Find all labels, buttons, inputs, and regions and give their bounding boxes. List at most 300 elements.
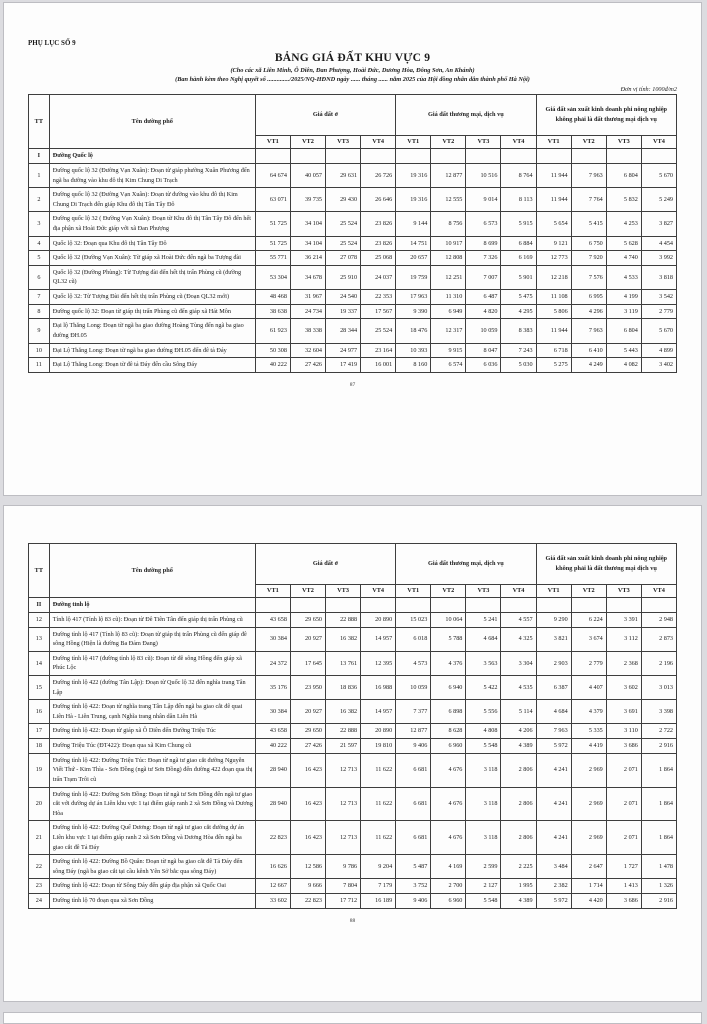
price-value: 3 674	[571, 627, 606, 651]
price-value: 2 647	[571, 855, 606, 879]
price-value: 10 393	[396, 343, 431, 358]
price-value: 7 243	[501, 343, 536, 358]
price-value: 2 916	[641, 894, 676, 909]
price-value: 4 169	[431, 855, 466, 879]
price-value: 34 104	[290, 236, 325, 251]
price-value: 12 395	[361, 651, 396, 675]
col-header-vt2: VT2	[431, 136, 466, 149]
price-value: 16 001	[361, 358, 396, 373]
price-value: 7 007	[466, 265, 501, 289]
price-value: 4 389	[501, 739, 536, 754]
price-value: 4 684	[466, 627, 501, 651]
price-value: 3 391	[606, 613, 641, 628]
col-header-vt1: VT1	[255, 585, 290, 598]
price-value: 4 573	[396, 651, 431, 675]
price-value: 8 160	[396, 358, 431, 373]
price-value: 2 225	[501, 855, 536, 879]
col-group-residential: Giá đất ở	[255, 95, 395, 136]
col-header-vt3: VT3	[326, 585, 361, 598]
price-value: 2 071	[606, 787, 641, 821]
price-value: 2 722	[641, 724, 676, 739]
price-value: 36 214	[290, 251, 325, 266]
row-number: 18	[29, 739, 50, 754]
page-number: 88	[349, 917, 356, 924]
price-value: 5 628	[606, 236, 641, 251]
price-value: 34 104	[290, 212, 325, 236]
price-value: 12 713	[326, 753, 361, 787]
section-number: II	[29, 598, 50, 613]
price-value: 3 563	[466, 651, 501, 675]
price-value: 24 037	[361, 265, 396, 289]
price-value: 8 756	[431, 212, 466, 236]
price-value: 4 533	[606, 265, 641, 289]
table-row	[29, 613, 677, 628]
page-2	[3, 505, 702, 1002]
price-value: 2 916	[641, 739, 676, 754]
price-value: 22 353	[361, 290, 396, 305]
row-number: 13	[29, 627, 50, 651]
col-header-vt2: VT2	[290, 136, 325, 149]
price-value: 11 310	[431, 290, 466, 305]
price-value: 4 454	[641, 236, 676, 251]
price-value: 16 423	[290, 821, 325, 855]
price-value: 23 164	[361, 343, 396, 358]
col-header-vt4: VT4	[641, 585, 676, 598]
price-value: 61 923	[255, 319, 290, 343]
price-value: 6 884	[501, 236, 536, 251]
price-value: 11 622	[361, 821, 396, 855]
page-title: BẢNG GIÁ ĐẤT KHU VỰC 9	[274, 52, 431, 64]
price-value: 5 972	[536, 894, 571, 909]
price-value: 4 676	[431, 821, 466, 855]
price-value: 29 650	[290, 613, 325, 628]
section-empty-cell	[290, 149, 325, 164]
col-header-vt3: VT3	[606, 585, 641, 598]
price-value: 12 773	[536, 251, 571, 266]
price-value: 17 645	[290, 651, 325, 675]
price-value: 31 967	[290, 290, 325, 305]
street-name: Quốc lộ 32: Đoạn qua Khu đô thị Tân Tây Đô	[49, 236, 255, 251]
price-value: 3 110	[606, 724, 641, 739]
price-value: 22 823	[290, 894, 325, 909]
col-group-residential: Giá đất ở	[255, 544, 395, 585]
street-name: Đường tỉnh lộ 422: Đường Quế Dương: Đoạn từ ngã tư giao cắt đường dự án Liên khu vực 1 tại điểm giáp ranh 2 xã Sơn Đồng và Dương Hòa đến ngã ba giao cắt đê Tả Đáy	[49, 821, 255, 855]
price-value: 6 940	[431, 676, 466, 700]
subtitle-communes: (Cho các xã Liên Minh, Ô Diên, Đan Phượng, Hoài Đức, Dương Hòa, Đông Sơn, An Khánh)	[230, 66, 475, 74]
price-value: 6 960	[431, 739, 466, 754]
price-value: 6 949	[431, 304, 466, 319]
row-number: 19	[29, 753, 50, 787]
row-number: 15	[29, 676, 50, 700]
price-value: 2 806	[501, 787, 536, 821]
row-number: 9	[29, 319, 50, 343]
table-row	[29, 739, 677, 754]
price-value: 1 714	[571, 879, 606, 894]
price-value: 27 426	[290, 358, 325, 373]
section-empty-cell	[536, 598, 571, 613]
price-value: 11 944	[536, 188, 571, 212]
price-value: 6 169	[501, 251, 536, 266]
price-value: 20 657	[396, 251, 431, 266]
price-value: 32 604	[290, 343, 325, 358]
price-value: 6 804	[606, 164, 641, 188]
table-row	[29, 724, 677, 739]
price-value: 38 338	[290, 319, 325, 343]
price-value: 9 204	[361, 855, 396, 879]
price-value: 8 764	[501, 164, 536, 188]
price-value: 15 023	[396, 613, 431, 628]
price-value: 4 820	[466, 304, 501, 319]
price-value: 43 658	[255, 613, 290, 628]
price-value: 29 631	[326, 164, 361, 188]
section-empty-cell	[641, 149, 676, 164]
price-value: 7 377	[396, 700, 431, 724]
price-value: 7 576	[571, 265, 606, 289]
price-value: 12 808	[431, 251, 466, 266]
price-value: 4 808	[466, 724, 501, 739]
section-empty-cell	[571, 149, 606, 164]
price-value: 9 406	[396, 894, 431, 909]
page-number: 87	[349, 381, 356, 388]
price-value: 17 963	[396, 290, 431, 305]
price-value: 12 586	[290, 855, 325, 879]
price-value: 1 326	[641, 879, 676, 894]
col-header-vt3: VT3	[466, 585, 501, 598]
price-value: 2 196	[641, 651, 676, 675]
col-header-vt3: VT3	[326, 136, 361, 149]
col-header-vt1: VT1	[536, 585, 571, 598]
table-row	[29, 251, 677, 266]
price-value: 26 646	[361, 188, 396, 212]
price-value: 9 121	[536, 236, 571, 251]
section-empty-cell	[431, 598, 466, 613]
section-name: Đường Quốc lộ	[49, 149, 255, 164]
price-value: 16 382	[326, 700, 361, 724]
price-value: 9 406	[396, 739, 431, 754]
section-empty-cell	[326, 598, 361, 613]
price-value: 4 249	[571, 358, 606, 373]
table-row	[29, 676, 677, 700]
price-value: 9 390	[396, 304, 431, 319]
price-value: 10 917	[431, 236, 466, 251]
price-value: 6 681	[396, 787, 431, 821]
price-value: 34 678	[290, 265, 325, 289]
price-value: 24 372	[255, 651, 290, 675]
price-value: 38 638	[255, 304, 290, 319]
price-value: 5 972	[536, 739, 571, 754]
price-value: 4 407	[571, 676, 606, 700]
price-value: 6 898	[431, 700, 466, 724]
price-value: 3 402	[641, 358, 676, 373]
price-value: 3 691	[606, 700, 641, 724]
price-value: 4 676	[431, 753, 466, 787]
price-value: 5 275	[536, 358, 571, 373]
price-value: 2 599	[466, 855, 501, 879]
price-value: 7 804	[326, 879, 361, 894]
col-header-vt2: VT2	[431, 585, 466, 598]
price-value: 11 108	[536, 290, 571, 305]
price-value: 4 295	[501, 304, 536, 319]
land-price-table-page-1	[28, 94, 677, 373]
table-body-page-1	[29, 149, 677, 373]
col-group-commercial: Giá đất thương mại, dịch vụ	[396, 544, 536, 585]
row-number: 21	[29, 821, 50, 855]
section-empty-cell	[396, 149, 431, 164]
table-body-page-2	[29, 598, 677, 909]
price-value: 19 316	[396, 164, 431, 188]
price-value: 12 317	[431, 319, 466, 343]
price-value: 40 222	[255, 739, 290, 754]
price-value: 6 750	[571, 236, 606, 251]
price-value: 1 864	[641, 753, 676, 787]
price-value: 4 557	[501, 613, 536, 628]
price-value: 22 888	[326, 613, 361, 628]
price-value: 5 114	[501, 700, 536, 724]
price-value: 10 064	[431, 613, 466, 628]
price-value: 3 118	[466, 787, 501, 821]
row-number: 14	[29, 651, 50, 675]
price-value: 3 827	[641, 212, 676, 236]
table-row	[29, 700, 677, 724]
col-header-vt4: VT4	[361, 585, 396, 598]
street-name: Đường tỉnh lộ 422: Đoạn từ Sông Đáy đến giáp địa phận xã Quốc Oai	[49, 879, 255, 894]
col-header-vt4: VT4	[501, 585, 536, 598]
row-number: 1	[29, 164, 50, 188]
price-value: 11 622	[361, 787, 396, 821]
price-value: 16 988	[361, 676, 396, 700]
price-value: 4 676	[431, 787, 466, 821]
price-value: 29 650	[290, 724, 325, 739]
price-value: 6 804	[606, 319, 641, 343]
table-row	[29, 290, 677, 305]
price-value: 24 540	[326, 290, 361, 305]
table-row	[29, 319, 677, 343]
table-row	[29, 164, 677, 188]
price-value: 5 670	[641, 319, 676, 343]
price-value: 5 832	[606, 188, 641, 212]
price-value: 6 995	[571, 290, 606, 305]
price-value: 19 316	[396, 188, 431, 212]
price-value: 2 127	[466, 879, 501, 894]
price-value: 12 251	[431, 265, 466, 289]
price-value: 4 206	[501, 724, 536, 739]
price-value: 4 296	[571, 304, 606, 319]
unit-note: Đơn vị tính: 1000đ/m2	[620, 86, 677, 93]
price-value: 20 890	[361, 613, 396, 628]
col-group-commercial: Giá đất thương mại, dịch vụ	[396, 95, 536, 136]
price-value: 2 806	[501, 753, 536, 787]
table-row	[29, 212, 677, 236]
price-value: 5 654	[536, 212, 571, 236]
price-value: 17 419	[326, 358, 361, 373]
price-value: 9 915	[431, 343, 466, 358]
price-value: 25 524	[326, 236, 361, 251]
col-header-street: Tên đường phố	[49, 544, 255, 598]
price-value: 3 119	[606, 304, 641, 319]
price-value: 6 410	[571, 343, 606, 358]
price-value: 50 308	[255, 343, 290, 358]
section-number: I	[29, 149, 50, 164]
col-group-nonagri-business: Giá đất sản xuất kinh doanh phi nông nghiệp không phải là đất thương mại dịch vụ	[536, 95, 676, 136]
price-value: 5 548	[466, 739, 501, 754]
price-value: 4 684	[536, 700, 571, 724]
price-value: 17 712	[326, 894, 361, 909]
section-empty-cell	[361, 149, 396, 164]
price-value: 3 484	[536, 855, 571, 879]
price-value: 6 574	[431, 358, 466, 373]
row-number: 8	[29, 304, 50, 319]
street-name: Tỉnh lộ 417 (Tỉnh lộ 83 cũ): Đoạn từ Đê Tiên Tân đến giáp thị trấn Phùng cũ	[49, 613, 255, 628]
table-row	[29, 265, 677, 289]
price-value: 10 516	[466, 164, 501, 188]
price-value: 7 963	[571, 164, 606, 188]
table-row	[29, 343, 677, 358]
table-row	[29, 821, 677, 855]
price-value: 10 059	[396, 676, 431, 700]
price-value: 6 573	[466, 212, 501, 236]
price-value: 20 890	[361, 724, 396, 739]
price-value: 14 751	[396, 236, 431, 251]
row-number: 24	[29, 894, 50, 909]
section-empty-cell	[255, 598, 290, 613]
section-empty-cell	[466, 149, 501, 164]
price-value: 1 478	[641, 855, 676, 879]
price-value: 5 249	[641, 188, 676, 212]
price-value: 4 253	[606, 212, 641, 236]
section-empty-cell	[536, 149, 571, 164]
price-value: 2 948	[641, 613, 676, 628]
price-value: 11 944	[536, 164, 571, 188]
col-header-vt1: VT1	[396, 585, 431, 598]
price-value: 12 555	[431, 188, 466, 212]
street-name: Đường tỉnh lộ 422: Đường Triệu Túc: Đoạn từ ngã tư giao cắt đường Nguyễn Viết Thứ - Kim Thìa - Sơn Đồng (ngã tư Sơn Đồng) đến đường 422 đoạn qua thị trấn Trạm Trôi cũ	[49, 753, 255, 787]
col-header-vt2: VT2	[571, 136, 606, 149]
price-value: 5 030	[501, 358, 536, 373]
price-value: 12 218	[536, 265, 571, 289]
col-header-vt2: VT2	[571, 585, 606, 598]
price-value: 17 567	[361, 304, 396, 319]
price-value: 16 382	[326, 627, 361, 651]
street-name: Đường Triệu Túc (ĐT422): Đoạn qua xã Kim Chung cũ	[49, 739, 255, 754]
price-value: 1 995	[501, 879, 536, 894]
price-value: 3 542	[641, 290, 676, 305]
price-value: 5 901	[501, 265, 536, 289]
section-empty-cell	[290, 598, 325, 613]
col-header-vt1: VT1	[536, 136, 571, 149]
price-value: 16 423	[290, 753, 325, 787]
row-number: 5	[29, 251, 50, 266]
table-row	[29, 651, 677, 675]
price-value: 2 806	[501, 821, 536, 855]
street-name: Đường tỉnh lộ 422: Đường Sơn Đồng: Đoạn từ ngã tư Sơn Đồng đến ngã tư giao cắt với đường dự án Liên khu vực 1 tại điểm giáp ranh 2 xã Sơn Đồng và Dương Hòa	[49, 787, 255, 821]
street-name: Đường tỉnh lộ 417 (đường tỉnh lộ 83 cũ): Đoạn từ đê sông Hồng đến giáp xã Phúc Lộc	[49, 651, 255, 675]
price-value: 5 556	[466, 700, 501, 724]
price-value: 4 199	[606, 290, 641, 305]
price-value: 6 018	[396, 627, 431, 651]
price-value: 63 071	[255, 188, 290, 212]
page-1-content	[4, 39, 701, 388]
section-empty-cell	[501, 149, 536, 164]
price-value: 4 420	[571, 894, 606, 909]
price-value: 25 524	[326, 212, 361, 236]
price-value: 11 622	[361, 753, 396, 787]
price-value: 28 344	[326, 319, 361, 343]
price-value: 4 535	[501, 676, 536, 700]
price-value: 51 725	[255, 212, 290, 236]
table-row	[29, 753, 677, 787]
price-value: 1 413	[606, 879, 641, 894]
section-name: Đường tỉnh lộ	[49, 598, 255, 613]
section-empty-cell	[501, 598, 536, 613]
col-header-vt4: VT4	[641, 136, 676, 149]
street-name: Đường tỉnh lộ 417 (Tỉnh lộ 83 cũ): Đoạn từ giáp thị trấn Phùng cũ đến giáp đê sông Hồng (Hiện là đường Ba Đảm Đang)	[49, 627, 255, 651]
section-empty-cell	[641, 598, 676, 613]
price-value: 7 326	[466, 251, 501, 266]
price-value: 3 602	[606, 676, 641, 700]
price-value: 6 487	[466, 290, 501, 305]
row-number: 3	[29, 212, 50, 236]
price-value: 5 415	[571, 212, 606, 236]
price-value: 25 524	[361, 319, 396, 343]
price-value: 1 864	[641, 821, 676, 855]
price-value: 6 224	[571, 613, 606, 628]
page-3-edge	[3, 1012, 702, 1024]
street-name: Đường quốc lộ 32 (Đường Vạn Xuân): Đoạn từ đường vào khu đô thị Kim Chung Di Trạch đến giáp Khu đô thị Tân Tây Đô	[49, 188, 255, 212]
price-value: 8 699	[466, 236, 501, 251]
price-value: 7 179	[361, 879, 396, 894]
price-value: 2 969	[571, 753, 606, 787]
table-row	[29, 627, 677, 651]
price-value: 28 940	[255, 753, 290, 787]
price-value: 25 910	[326, 265, 361, 289]
table-row	[29, 236, 677, 251]
price-value: 19 810	[361, 739, 396, 754]
price-value: 4 325	[501, 627, 536, 651]
price-value: 16 189	[361, 894, 396, 909]
price-value: 5 806	[536, 304, 571, 319]
price-value: 5 670	[641, 164, 676, 188]
row-number: 6	[29, 265, 50, 289]
price-value: 8 628	[431, 724, 466, 739]
price-value: 6 960	[431, 894, 466, 909]
row-number: 17	[29, 724, 50, 739]
price-value: 39 735	[290, 188, 325, 212]
street-name: Đường tỉnh lộ 70 đoạn qua xã Sơn Đồng	[49, 894, 255, 909]
price-value: 23 826	[361, 236, 396, 251]
section-row	[29, 149, 677, 164]
price-value: 14 957	[361, 627, 396, 651]
price-value: 9 290	[536, 613, 571, 628]
table-row	[29, 855, 677, 879]
row-number: 4	[29, 236, 50, 251]
price-value: 5 241	[466, 613, 501, 628]
row-number: 12	[29, 613, 50, 628]
price-value: 4 419	[571, 739, 606, 754]
price-value: 2 779	[571, 651, 606, 675]
table-row	[29, 879, 677, 894]
section-empty-cell	[606, 149, 641, 164]
price-value: 9 786	[326, 855, 361, 879]
price-value: 30 384	[255, 700, 290, 724]
row-number: 7	[29, 290, 50, 305]
price-value: 5 915	[501, 212, 536, 236]
price-value: 2 969	[571, 787, 606, 821]
street-name: Đại Lộ Thăng Long: Đoạn từ đê tả Đáy đến cầu Sông Đáy	[49, 358, 255, 373]
price-value: 4 379	[571, 700, 606, 724]
price-value: 9 014	[466, 188, 501, 212]
price-value: 3 118	[466, 821, 501, 855]
price-value: 2 873	[641, 627, 676, 651]
